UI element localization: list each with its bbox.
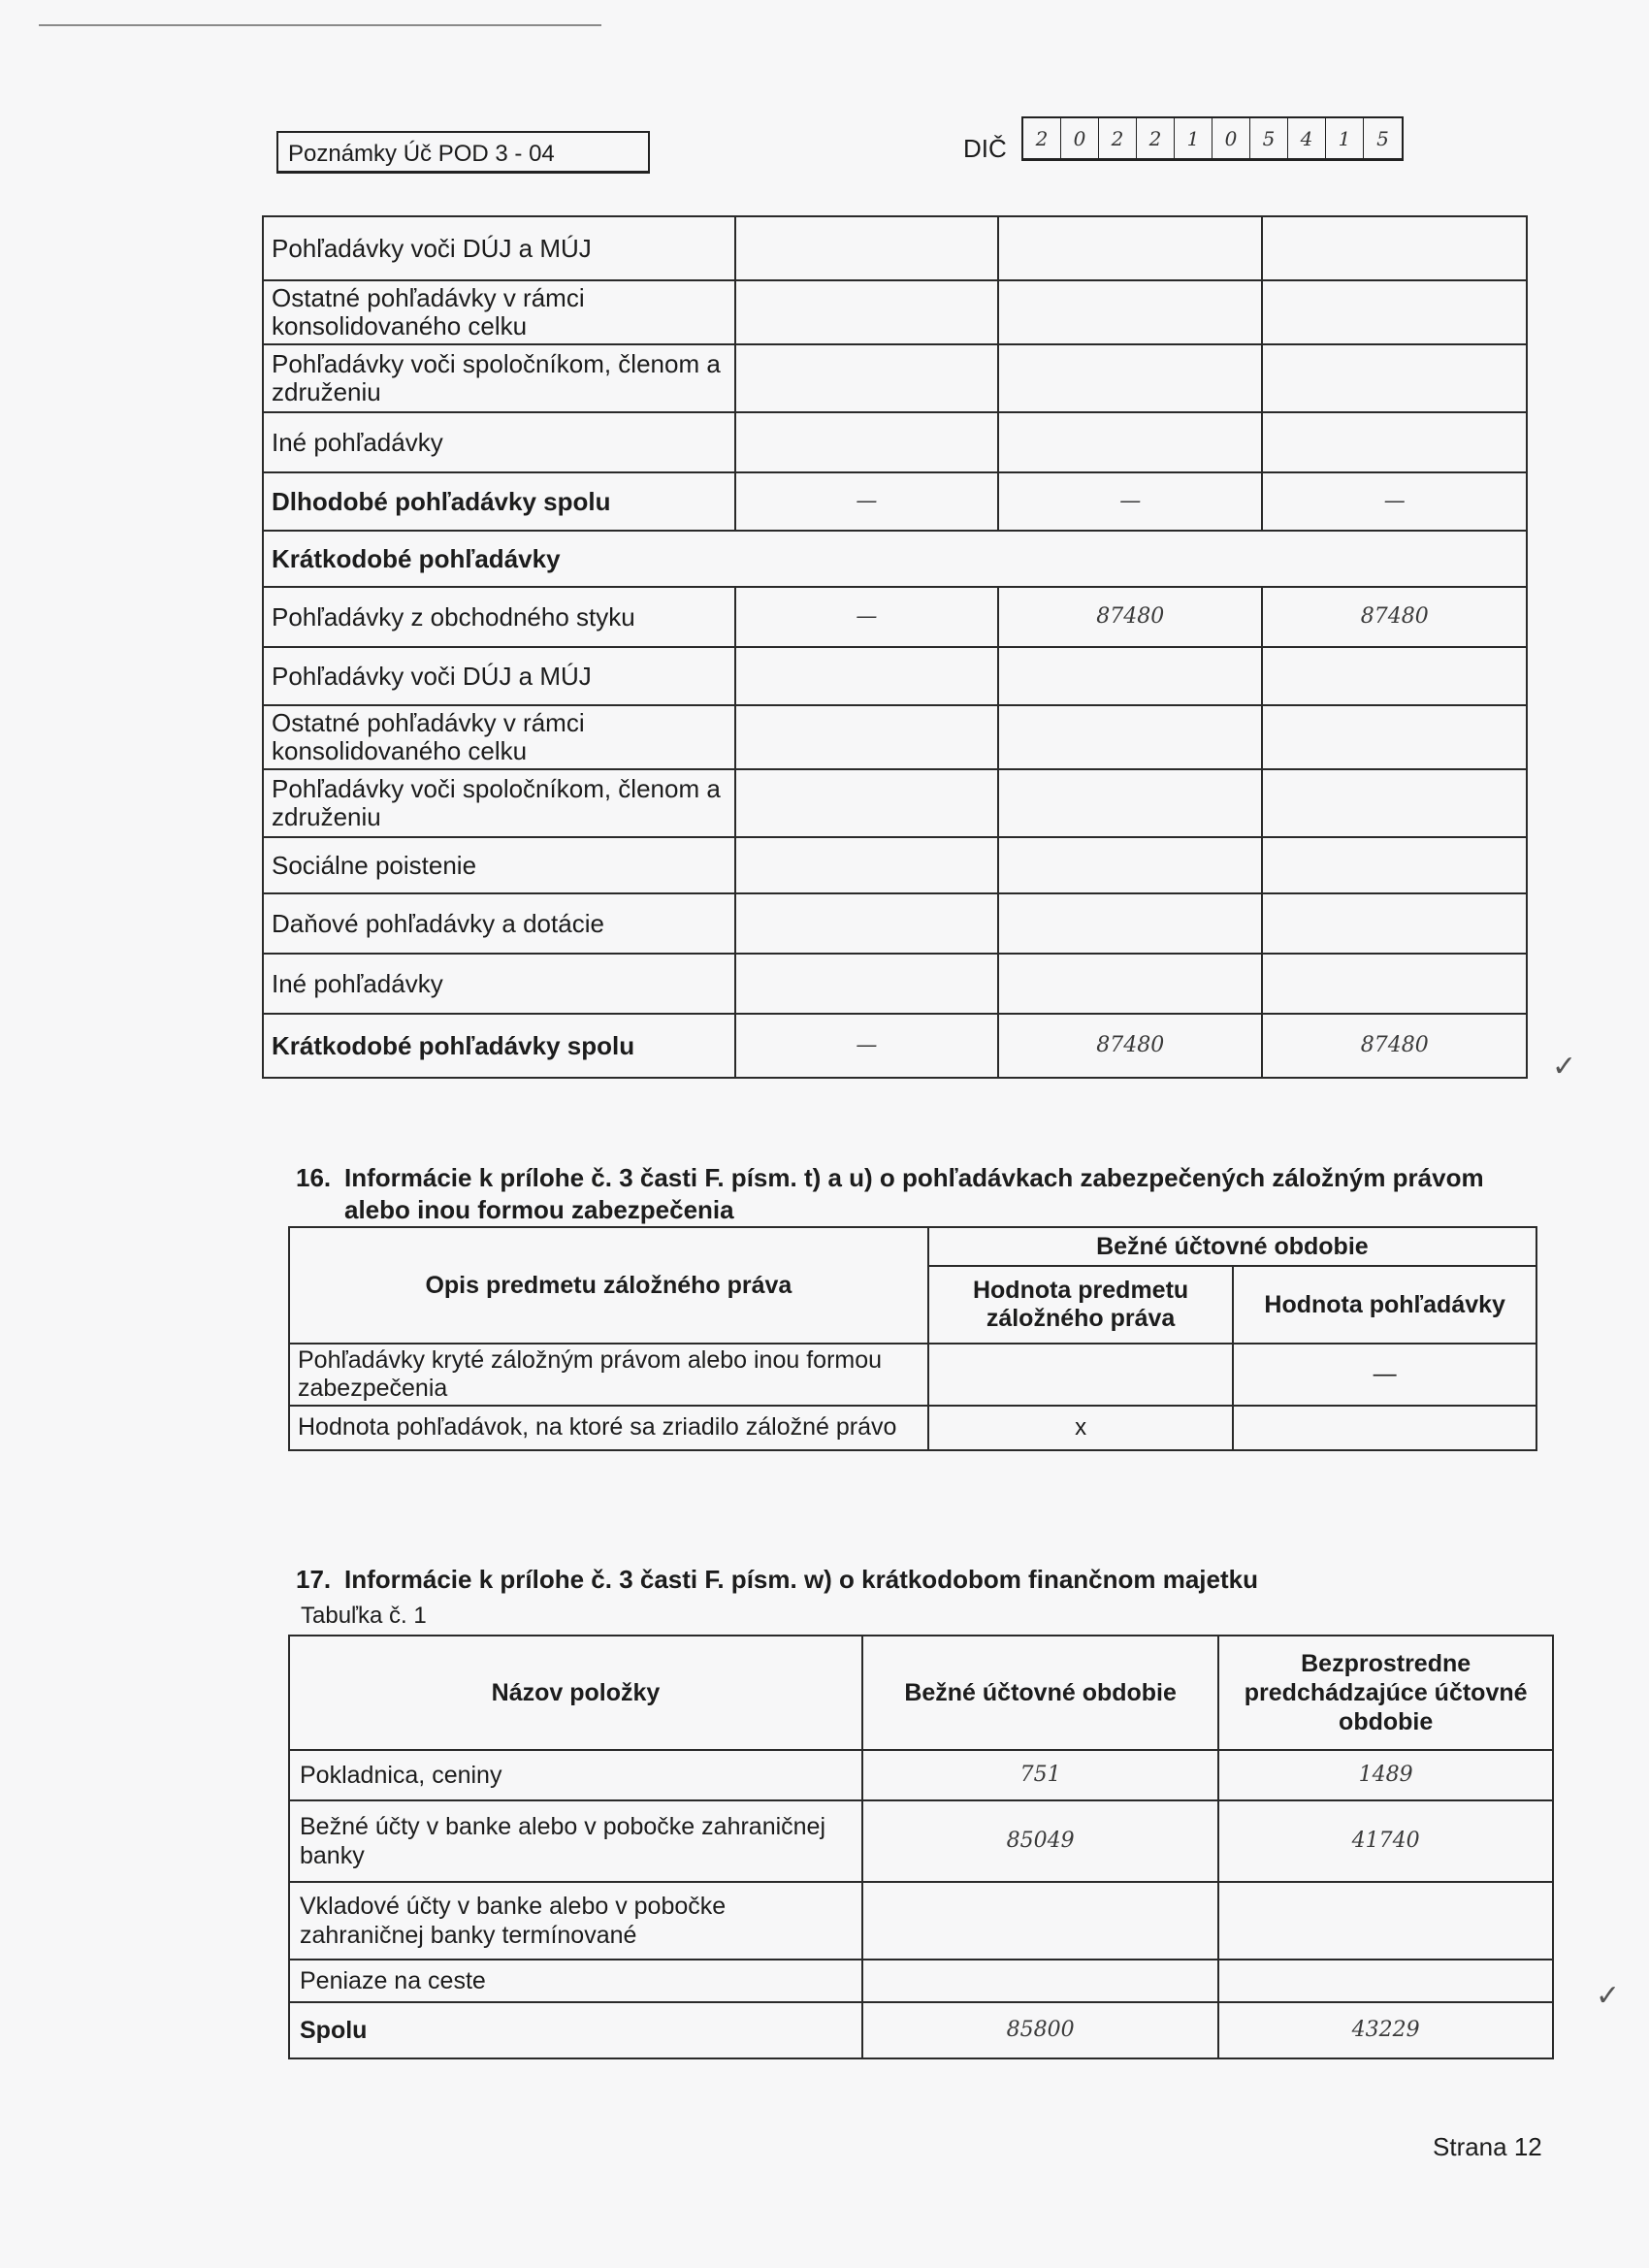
row-label: Sociálne poistenie <box>263 837 735 893</box>
value-cell <box>1262 705 1527 769</box>
value-cell <box>928 1344 1234 1406</box>
col-current-header: Bežné účtovné obdobie <box>862 1636 1218 1750</box>
table-row <box>263 472 1527 531</box>
value-cell <box>862 1882 1218 1960</box>
value-cell <box>735 647 998 705</box>
receivables-table <box>262 215 1528 1079</box>
col-collateral-value-header: Hodnota predmetu záložného práva <box>928 1266 1234 1344</box>
value-cell <box>998 705 1263 769</box>
value-cell: 87480 <box>1262 587 1527 647</box>
value-cell: 85800 <box>862 2002 1218 2058</box>
value-cell <box>1218 1960 1553 2002</box>
col-period-header: Bežné účtovné obdobie <box>928 1227 1536 1266</box>
value-cell <box>1218 1882 1553 1960</box>
table-row <box>263 954 1527 1014</box>
row-label: Hodnota pohľadávok, na ktoré sa zriadilo záložné právo <box>289 1406 928 1450</box>
value-cell: 87480 <box>998 1014 1263 1078</box>
table-row <box>263 647 1527 705</box>
row-label: Krátkodobé pohľadávky spolu <box>263 1014 735 1078</box>
table-row <box>263 531 1527 587</box>
table-row <box>263 412 1527 472</box>
value-cell <box>862 1960 1218 2002</box>
table-row <box>289 1750 1553 1800</box>
value-cell <box>735 769 998 837</box>
table-row <box>289 1406 1536 1450</box>
check-mark-2: ✓ <box>1596 1980 1621 2012</box>
row-label: Iné pohľadávky <box>263 954 735 1014</box>
value-cell <box>998 647 1263 705</box>
table-row <box>263 216 1527 280</box>
col-name-header: Názov položky <box>289 1636 862 1750</box>
value-cell <box>735 837 998 893</box>
value-cell <box>998 412 1263 472</box>
row-label: Ostatné pohľadávky v rámci konsolidovaného celku <box>263 280 735 344</box>
value-cell <box>998 344 1263 412</box>
value-cell <box>735 893 998 954</box>
value-cell <box>998 893 1263 954</box>
value-cell <box>1262 954 1527 1014</box>
dic-label: DIČ <box>963 134 1007 163</box>
value-cell <box>1262 280 1527 344</box>
col-desc-header: Opis predmetu záložného práva <box>289 1227 928 1344</box>
dic-digit-boxes <box>1021 116 1404 161</box>
dic-digit-box: 1 <box>1326 118 1364 159</box>
table-row <box>263 587 1527 647</box>
form-label-box: Poznámky Úč POD 3 - 04 <box>276 131 650 174</box>
value-cell <box>735 216 998 280</box>
dic-digit-box: 1 <box>1175 118 1212 159</box>
value-cell <box>998 216 1263 280</box>
table-row <box>263 1014 1527 1078</box>
check-mark-1: ✓ <box>1552 1051 1577 1083</box>
value-cell <box>1262 412 1527 472</box>
row-label: Ostatné pohľadávky v rámci konsolidovaného celku <box>263 705 735 769</box>
value-cell: — <box>1262 472 1527 531</box>
dic-digit-box: 0 <box>1212 118 1250 159</box>
value-cell: 87480 <box>998 587 1263 647</box>
row-label: Pokladnica, ceniny <box>289 1750 862 1800</box>
value-cell <box>1262 769 1527 837</box>
table-row <box>289 1344 1536 1406</box>
row-label: Spolu <box>289 2002 862 2058</box>
value-cell: — <box>735 472 998 531</box>
financial-assets-table <box>288 1635 1554 2059</box>
value-cell: — <box>1233 1344 1536 1406</box>
col-receivable-value-header: Hodnota pohľadávky <box>1233 1266 1536 1344</box>
row-label: Pohľadávky voči spoločníkom, členom a združeniu <box>263 344 735 412</box>
row-label: Dlhodobé pohľadávky spolu <box>263 472 735 531</box>
row-label: Pohľadávky voči spoločníkom, členom a združeniu <box>263 769 735 837</box>
value-cell: 751 <box>862 1750 1218 1800</box>
dic-digit-box: 4 <box>1288 118 1326 159</box>
table-row <box>289 1882 1553 1960</box>
collateral-table <box>288 1226 1537 1451</box>
row-label: Pohľadávky voči DÚJ a MÚJ <box>263 647 735 705</box>
value-cell <box>735 412 998 472</box>
table-row <box>263 769 1527 837</box>
page-number: Strana 12 <box>1433 2132 1542 2161</box>
value-cell <box>998 769 1263 837</box>
value-cell <box>735 344 998 412</box>
col-previous-header: Bezprostredne predchádzajúce účtovné obdobie <box>1218 1636 1553 1750</box>
value-cell <box>998 954 1263 1014</box>
row-label: Pohľadávky voči DÚJ a MÚJ <box>263 216 735 280</box>
section16-number: 16. <box>296 1163 332 1192</box>
value-cell: 41740 <box>1218 1800 1553 1882</box>
dic-digit-box: 2 <box>1099 118 1137 159</box>
value-cell <box>735 954 998 1014</box>
section17-title: Informácie k prílohe č. 3 časti F. písm. w) o krátkodobom finančnom majetku <box>344 1565 1258 1594</box>
section16-title: Informácie k prílohe č. 3 časti F. písm. t) a u) o pohľadávkach zabezpečených záložným právom alebo inou formou zabezpečenia <box>344 1163 1484 1224</box>
value-cell <box>1262 837 1527 893</box>
table-label: Tabuľka č. 1 <box>301 1603 427 1629</box>
dic-digit-box: 2 <box>1023 118 1061 159</box>
value-cell: — <box>735 1014 998 1078</box>
row-label: Pohľadávky z obchodného styku <box>263 587 735 647</box>
row-label: Daňové pohľadávky a dotácie <box>263 893 735 954</box>
dic-digit-box: 2 <box>1137 118 1175 159</box>
value-cell: 85049 <box>862 1800 1218 1882</box>
value-cell: x <box>928 1406 1234 1450</box>
value-cell <box>998 280 1263 344</box>
table-row <box>289 1800 1553 1882</box>
dic-digit-box: 5 <box>1250 118 1288 159</box>
dic-digit-box: 0 <box>1061 118 1099 159</box>
table-row <box>263 705 1527 769</box>
value-cell: 87480 <box>1262 1014 1527 1078</box>
dic-digit-box: 5 <box>1376 127 1389 150</box>
table-row <box>263 344 1527 412</box>
row-label: Vkladové účty v banke alebo v pobočke zahraničnej banky termínované <box>289 1882 862 1960</box>
value-cell: — <box>998 472 1263 531</box>
table-row <box>263 893 1527 954</box>
row-label: Pohľadávky kryté záložným právom alebo inou formou zabezpečenia <box>289 1344 928 1406</box>
top-edge-line <box>39 24 601 26</box>
table-row <box>263 280 1527 344</box>
table-row <box>289 1960 1553 2002</box>
value-cell <box>1262 647 1527 705</box>
value-cell <box>1233 1406 1536 1450</box>
row-label: Iné pohľadávky <box>263 412 735 472</box>
table-row <box>263 837 1527 893</box>
table-row <box>289 2002 1553 2058</box>
row-label: Bežné účty v banke alebo v pobočke zahraničnej banky <box>289 1800 862 1882</box>
section17-number: 17. <box>296 1565 332 1594</box>
value-cell <box>735 280 998 344</box>
row-label: Peniaze na ceste <box>289 1960 862 2002</box>
value-cell <box>998 837 1263 893</box>
value-cell: — <box>735 587 998 647</box>
value-cell <box>1262 893 1527 954</box>
value-cell: 1489 <box>1218 1750 1553 1800</box>
row-label: Krátkodobé pohľadávky <box>263 531 1527 587</box>
value-cell <box>735 705 998 769</box>
value-cell <box>1262 344 1527 412</box>
value-cell <box>1262 216 1527 280</box>
value-cell: 43229 <box>1218 2002 1553 2058</box>
